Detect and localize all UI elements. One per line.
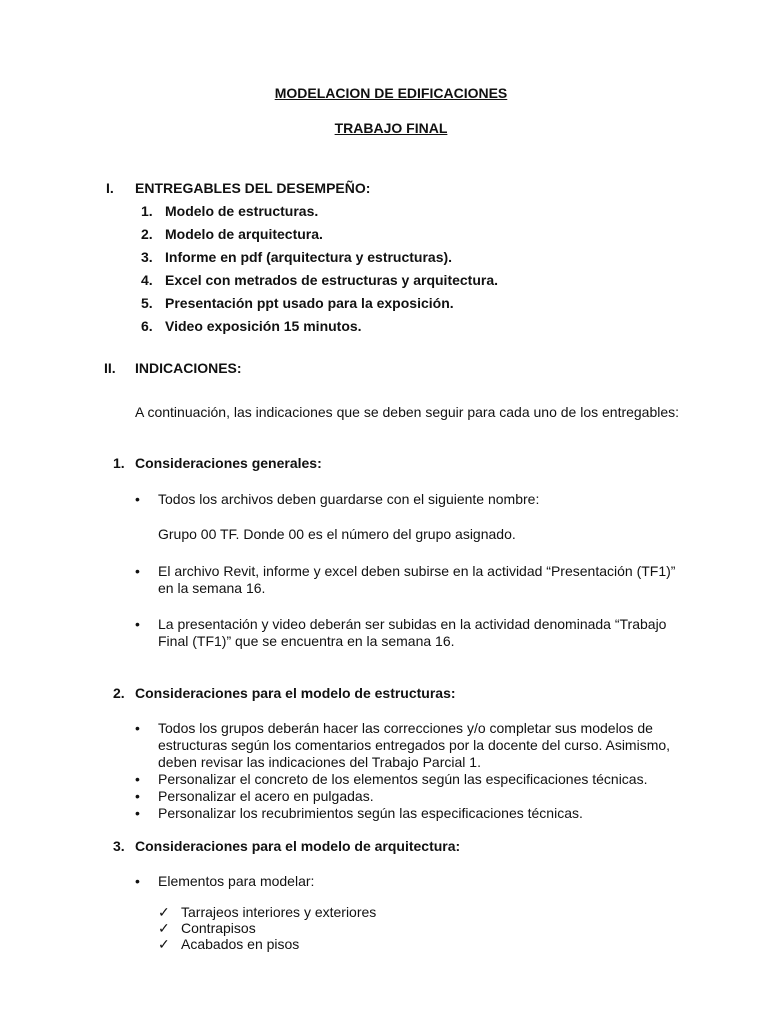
document-subtitle: TRABAJO FINAL <box>334 120 448 136</box>
bullet-text: Todos los archivos deben guardarse con el siguiente nombre: <box>158 491 540 507</box>
deliverable-num: 1. <box>141 203 153 219</box>
bullet-icon: • <box>135 720 140 736</box>
check-item: Tarrajeos interiores y exteriores <box>181 904 377 920</box>
bullet-text: El archivo Revit, informe y excel deben subirse en la actividad “Presentación (TF1)” <box>158 563 676 579</box>
subsection-2-heading: Consideraciones para el modelo de estructuras: <box>135 685 456 701</box>
bullet-text: Todos los grupos deberán hacer las correcciones y/o completar sus modelos de <box>158 720 653 736</box>
bullet-text: Personalizar el acero en pulgadas. <box>158 788 374 804</box>
check-icon: ✓ <box>158 936 170 952</box>
section-2-heading: INDICACIONES: <box>135 360 242 376</box>
bullet-icon: • <box>135 805 140 821</box>
deliverable-item: Presentación ppt usado para la exposición. <box>165 295 454 311</box>
bullet-icon: • <box>135 491 140 507</box>
bullet-text: deben revisar las indicaciones del Trabajo Parcial 1. <box>158 754 481 770</box>
deliverable-num: 2. <box>141 226 153 242</box>
check-item: Contrapisos <box>181 920 256 936</box>
deliverable-item: Video exposición 15 minutos. <box>165 318 362 334</box>
section-1-heading: ENTREGABLES DEL DESEMPEÑO: <box>135 180 371 196</box>
bullet-text: Final (TF1)” que se encuentra en la semana 16. <box>158 633 455 649</box>
section-2-numeral: II. <box>104 360 116 376</box>
section-2-intro: A continuación, las indicaciones que se deben seguir para cada uno de los entregables: <box>135 404 680 420</box>
bullet-text: Personalizar los recubrimientos según las especificaciones técnicas. <box>158 805 583 821</box>
deliverable-item: Modelo de estructuras. <box>165 203 319 219</box>
subsection-3-heading: Consideraciones para el modelo de arquitectura: <box>135 838 461 854</box>
bullet-text: en la semana 16. <box>158 580 266 596</box>
check-icon: ✓ <box>158 904 170 920</box>
deliverable-num: 3. <box>141 249 153 265</box>
section-1-numeral: I. <box>106 180 114 196</box>
deliverable-num: 6. <box>141 318 153 334</box>
bullet-text: La presentación y video deberán ser subidas en la actividad denominada “Trabajo <box>158 616 667 632</box>
check-icon: ✓ <box>158 920 170 936</box>
subsection-2-num: 2. <box>113 685 125 701</box>
deliverable-item: Excel con metrados de estructuras y arquitectura. <box>165 272 499 288</box>
bullet-icon: • <box>135 563 140 579</box>
check-item: Acabados en pisos <box>181 936 300 952</box>
bullet-text: estructuras según los comentarios entregados por la docente del curso. Asimismo, <box>158 737 671 753</box>
bullet-text: Elementos para modelar: <box>158 873 315 889</box>
bullet-icon: • <box>135 771 140 787</box>
subsection-3-num: 3. <box>113 838 125 854</box>
deliverable-num: 5. <box>141 295 153 311</box>
subsection-1-heading: Consideraciones generales: <box>135 455 322 471</box>
bullet-icon: • <box>135 616 140 632</box>
bullet-icon: • <box>135 873 140 889</box>
deliverable-num: 4. <box>141 272 153 288</box>
deliverable-item: Modelo de arquitectura. <box>165 226 323 242</box>
bullet-icon: • <box>135 788 140 804</box>
deliverable-item: Informe en pdf (arquitectura y estructuras). <box>165 249 453 265</box>
document-title: MODELACION DE EDIFICACIONES <box>274 85 508 101</box>
bullet-text: Personalizar el concreto de los elementos según las especificaciones técnicas. <box>158 771 648 787</box>
bullet-text-extra: Grupo 00 TF. Donde 00 es el número del grupo asignado. <box>158 526 516 542</box>
subsection-1-num: 1. <box>113 455 125 471</box>
